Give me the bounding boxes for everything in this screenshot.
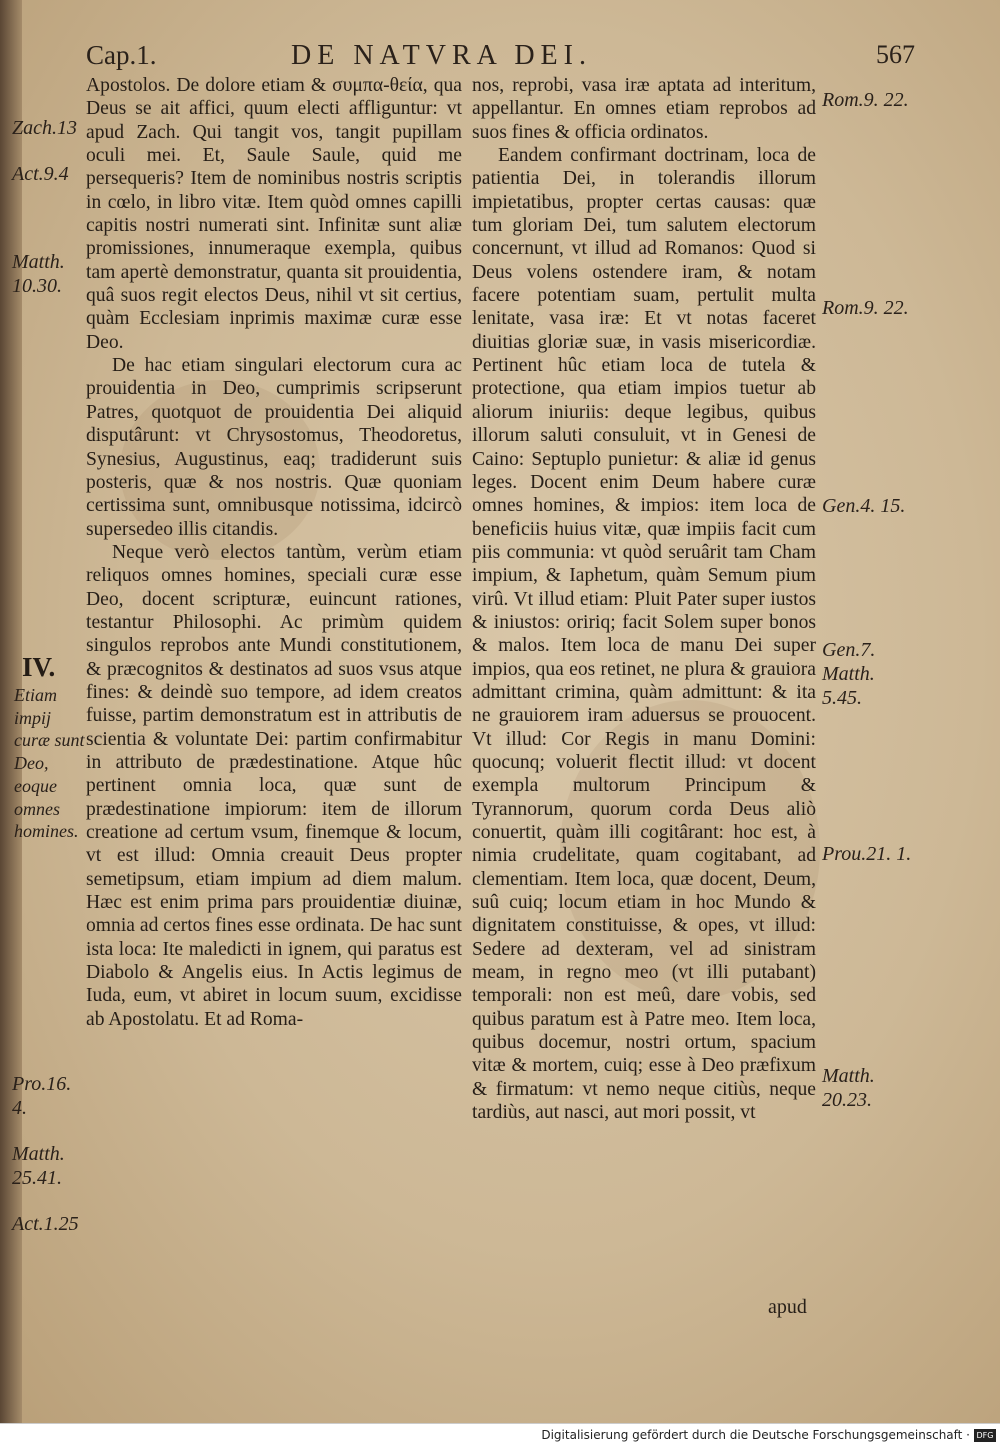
footer-bar	[0, 1423, 1000, 1448]
margin-note: Matth. 20.23.	[822, 1065, 875, 1111]
margin-note: Matth. 10.30.	[12, 251, 65, 297]
paragraph: nos, reprobi, vasa iræ aptata ad interitum, appellantur. En omnes etiam reprobos ad suos fines & officia ordinatos.	[472, 75, 816, 143]
chapter-label: Cap.1.	[86, 40, 157, 70]
paragraph: Eandem confirmant doctrinam, loca de patientia Dei, in tolerandis illorum impietatibus, propter certas causas: quæ tum gloriam Dei, tum salutem electorum concernunt, vt illud ad Romanos: Quod si Deus volens ostendere iram, & notam facere potentiam suam, pertulit multa lenitate, vasa iræ: Et vt notas faceret diuitias gloriæ suæ, in vasis misericordiæ. Pertinent hûc etiam loca de tutela & protectione, qua etiam impios tuetur ab aliorum iniuriis: deque legibus, quibus illorum saluti consuluit, vt in Genesi de Caino: Septuplo punietur: & aliæ id genus leges. Docent enim Deum habere curæ omnes homines, & impios: item loca de beneficiis huius vitæ, quæ impiis facit cum piis communia: vt quòd seruârit tam Cham impium, & Iaphetum, quàm Semum pium virû. Vt illud etiam: Pluit Pater super iustos & iniustos: oririq; facit Solem super bonos & malos. Item loca de manu Dei super impios, qua eos retinet, ne plura & grauiora admittant crimina, quàm admittunt: & ita ne grauiorem iram aduersus se prouocent. Vt illud: Cor Regis in manu Domini: quocunq; voluerit flectit illud: vt docent exempla multorum Principum & Tyrannorum, quorum corda Deus aliò conuertit, quàm illi cogitârant: hoc est, à nimia crudelitate, quam cogitabant, ad clementiam. Item loca, quæ docent, Deum, suû cuiq; locum etiam in hoc Mundo & dignitatem constituisse, & opes, vt illud: Sedere ad dexteram, vel ad sinistram meam, in regno meo (vt illi putabant) temporali: non est meû, dare vobis, sed quibus paratum est à Patre meo. Item loca, quibus docemur, nostri ortum, spacium vitæ & mortem, cuiq; esse à Deo præfixum & firmatum: vt nemo neque citiùs, neque tardiùs, aut nasci, aut mori possit, vt	[472, 145, 816, 1124]
right-column	[472, 74, 816, 1124]
margin-note: Prou.21. 1.	[822, 843, 912, 865]
running-title: DE NATVRA DEI.	[291, 40, 592, 71]
margin-note: Act.1.25	[12, 1213, 79, 1235]
margin-note: Pro.16. 4.	[12, 1073, 72, 1119]
funding-notice: Digitalisierung gefördert durch die Deutsche Forschungsgemeinschaft ·	[541, 1428, 970, 1442]
margin-note: Rom.9. 22.	[822, 89, 909, 111]
paragraph: Apostolos. De dolore etiam & συμπα-θεία, qua Deus se ait affici, quum electi affliguntur: vt apud Zach. Qui tangit vos, tangit pupillam oculi mei. Et, Saule Saule, quid me persequeris? Item de nominibus nostris scriptis in cœlo, in libro vitæ. Item quòd omnes capilli capitis nostri numerati sint. Infinitæ sunt aliæ promissiones, innumeraque exempla, quibus tam apertè demonstratur, quanta sit prouidentia, quâ suos regit electos Deus, nihil vt sit certius, quàm Ecclesiam inprimis maximæ curæ esse Deo.	[86, 75, 462, 353]
section-sidehead: Etiam impij curæ sunt Deo, eoque omnes homines.	[14, 685, 85, 842]
margin-note: Matth. 25.41.	[12, 1143, 65, 1189]
page-number: 567	[876, 40, 915, 69]
section-number: IV.	[22, 652, 56, 682]
margin-note: Gen.4. 15.	[822, 495, 906, 517]
margin-note: Rom.9. 22.	[822, 297, 909, 319]
dfg-logo-icon: DFG	[974, 1429, 996, 1442]
paragraph: De hac etiam singulari electorum cura ac prouidentia in Deo, cumprimis scripserunt Patres, quotquot de prouidentia Dei aliquid disputârunt: vt Chrysostomus, Theodoretus, Synesius, Augustinus, eaq; tradiderunt suis posteris, quæ & nos nostris. Quæ quoniam certissima sunt, omnibusque notissima, idcircò supersedeo illis citandis.	[86, 355, 462, 540]
catchword: apud	[768, 1296, 807, 1318]
paragraph: Neque verò electos tantùm, verùm etiam reliquos omnes homines, speciali curæ esse Deo, docent scripturæ, euincunt rationes, testantur Philosophi. Ac primùm quidem singulos reprobos ante Mundi constitutionem, & præcognitos & destinatos ad suos vsus atque fines: & deindè suo tempore, ad idem creatos fuisse, partim demonstratum est in attributis de scientia & voluntate Dei: partim confirmabitur in attributo de prædestinatione. Atque hûc pertinent omnia loca, quæ sunt de prædestinatione impiorum: item de illorum creatione ad certum vsum, finemque & locum, vt est illud: Omnia creauit Deus propter semetipsum, etiam impium ad diem malum. Hæc est enim prima pars prouidentiæ diuinæ, omnia ad certos fines esse ordinata. De hac sunt ista loca: Ite maledicti in ignem, qui paratus est Diabolo & Angelis eius. In Actis legimus de Iuda, eum, vt abiret in locum suum, excidisse ab Apostolatu. Et ad Roma-	[86, 541, 462, 1030]
margin-note: Act.9.4	[12, 163, 69, 185]
margin-note: Zach.13	[12, 117, 77, 139]
left-column	[86, 74, 462, 1031]
margin-note: Gen.7. Matth. 5.45.	[822, 639, 876, 709]
